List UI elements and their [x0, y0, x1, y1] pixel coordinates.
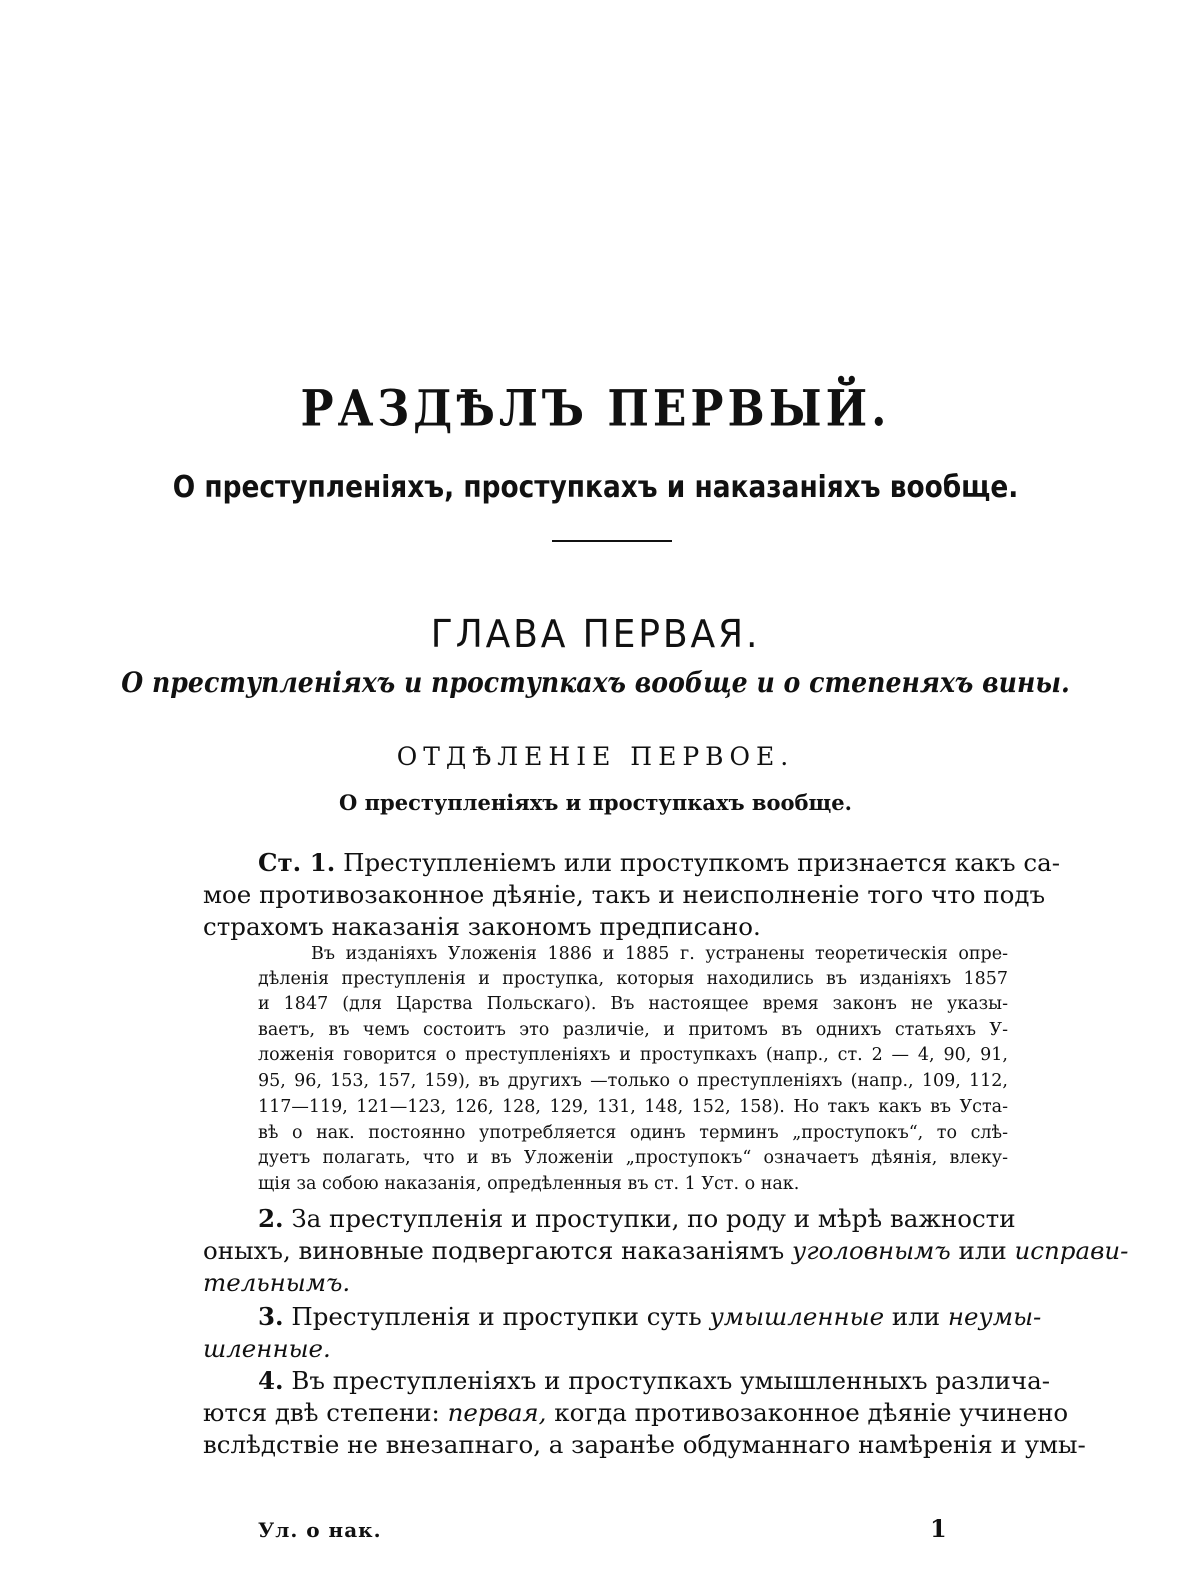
article-4-line-2: ются двѣ степени: первая, когда противозаконное дѣяніе учинено	[203, 1398, 1069, 1427]
division-subtitle: О преступленіяхъ и проступкахъ вообще.	[339, 790, 852, 815]
article-4-line-3: вслѣдствіе не внезапнаго, а заранѣе обдуманнаго намѣренія и умы-	[203, 1430, 1086, 1459]
note-line: ваетъ, въ чемъ состоитъ это различіе, и притомъ въ однихъ статьяхъ У-	[258, 1020, 1008, 1040]
article-4-text: Въ преступленіяхъ и проступкахъ умышленныхъ различа-	[291, 1366, 1050, 1395]
page-number: 1	[930, 1514, 947, 1543]
article-3-line-1: 3. Преступленія и проступки суть умышленные или неумы-	[258, 1302, 1042, 1331]
footer-signature: Ул. о нак.	[258, 1518, 382, 1542]
article-2-line-2: оныхъ, виновные подвергаются наказаніямъ уголовнымъ или исправи-	[203, 1236, 1129, 1265]
article-1-line-3: страхомъ наказанія закономъ предписано.	[203, 912, 761, 941]
section-subtitle: О преступленіяхъ, проступкахъ и наказаніяхъ вообще.	[172, 470, 1019, 505]
article-2-line-3: тельнымъ.	[203, 1268, 351, 1297]
note-line: Въ изданіяхъ Уложенія 1886 и 1885 г. устранены теоретическія опре-	[311, 944, 1008, 964]
note-line: и 1847 (для Царства Польскаго). Въ настоящее время законъ не указы-	[258, 994, 1008, 1014]
note-line: 117—119, 121—123, 126, 128, 129, 131, 148, 152, 158). Но такъ какъ въ Уста-	[258, 1097, 1008, 1117]
division-title: ОТДѢЛЕНІЕ ПЕРВОЕ.	[396, 742, 795, 771]
section-title: РАЗДѢЛЪ ПЕРВЫЙ.	[300, 380, 891, 439]
note-line: ложенія говорится о преступленіяхъ и проступкахъ (напр., ст. 2 — 4, 90, 91,	[258, 1045, 1008, 1065]
chapter-title: ГЛАВА ПЕРВАЯ.	[430, 612, 761, 656]
note-line: дѣленія преступленія и проступка, которыя находились въ изданіяхъ 1857	[258, 969, 1008, 989]
article-2-line-1	[258, 1204, 1016, 1233]
article-1-line-2: мое противозаконное дѣяніе, такъ и неисполненіе того что подъ	[203, 880, 1046, 909]
chapter-subtitle: О преступленіяхъ и проступкахъ вообще и о степеняхъ вины.	[121, 666, 1070, 699]
article-4-line-1	[258, 1366, 1050, 1395]
note-line: щія за собою наказанія, опредѣленныя въ ст. 1 Уст. о нак.	[258, 1174, 800, 1194]
section-divider	[552, 540, 672, 542]
article-1-number: Ст. 1.	[258, 848, 336, 877]
article-1-line-1	[258, 848, 1061, 877]
article-3-number: 3.	[258, 1302, 284, 1331]
article-2-number: 2.	[258, 1204, 284, 1233]
note-line: 95, 96, 153, 157, 159), въ другихъ —только о преступленіяхъ (напр., 109, 112,	[258, 1071, 1008, 1091]
article-3-line-2: шленные.	[203, 1334, 331, 1363]
note-line: вѣ о нак. постоянно употребляется одинъ терминъ „проступокъ“, то слѣ-	[258, 1123, 1008, 1143]
note-line: дуетъ полагать, что и въ Уложеніи „проступокъ“ означаетъ дѣянія, влеку-	[258, 1148, 1008, 1168]
article-4-number: 4.	[258, 1366, 284, 1395]
article-1-text: Преступленіемъ или проступкомъ признается какъ са-	[343, 848, 1061, 877]
article-2-text: За преступленія и проступки, по роду и мѣрѣ важности	[291, 1204, 1016, 1233]
